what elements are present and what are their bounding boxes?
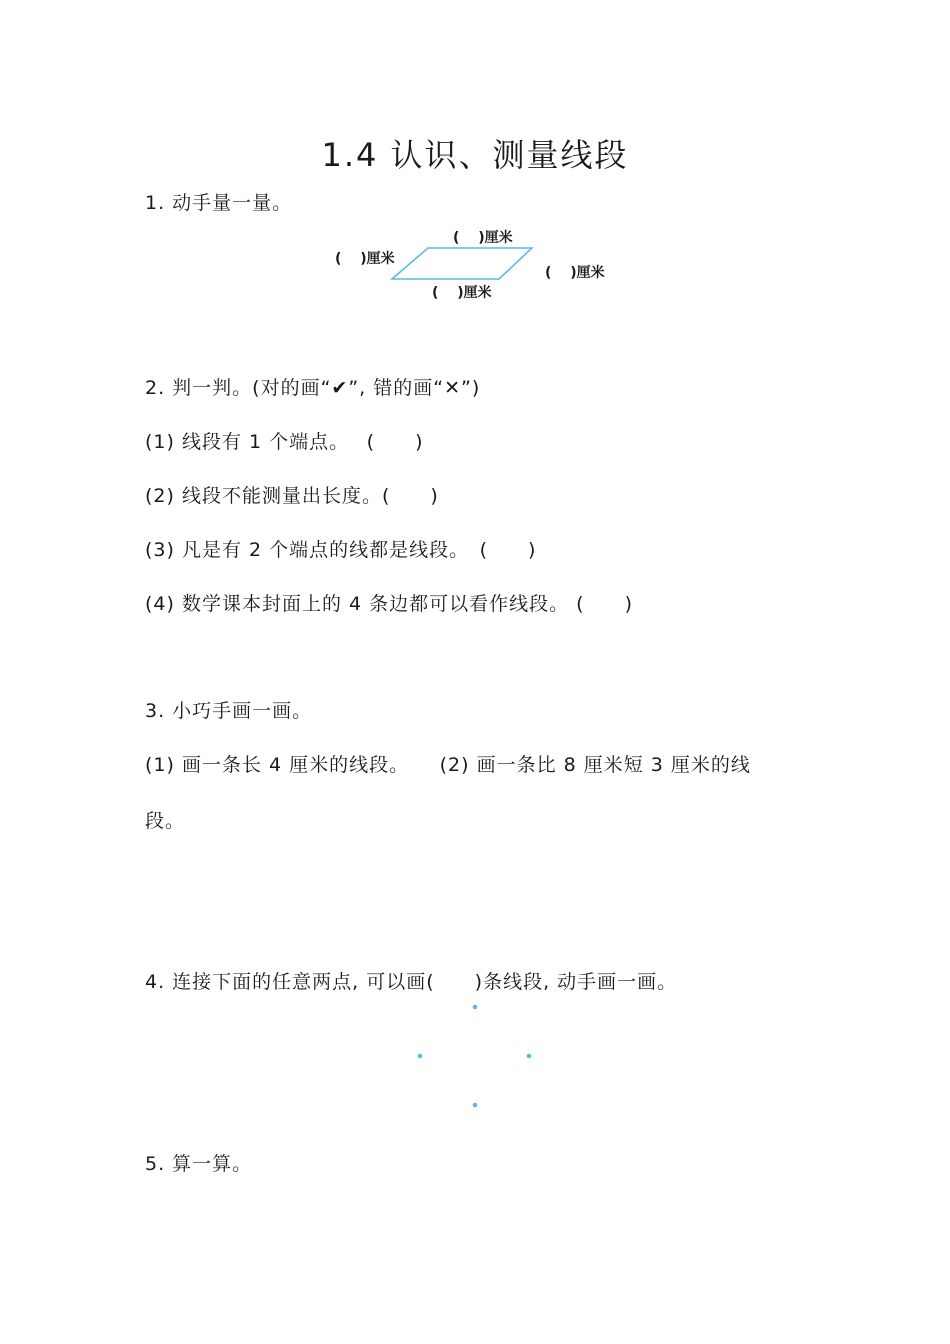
question-2-item: (4) 数学课本封面上的 4 条边都可以看作线段。 ( ) [145, 593, 633, 615]
label-right-side: ( )厘米 [545, 265, 605, 281]
question-3-heading: 3. 小巧手画一画。 [145, 700, 313, 722]
point-left [418, 1054, 423, 1059]
page-title: 1.4 认识、测量线段 [321, 136, 629, 174]
parallelogram-shape [392, 248, 532, 279]
question-4-heading: 4. 连接下面的任意两点, 可以画( )条线段, 动手画一画。 [145, 971, 678, 993]
point-right [527, 1054, 532, 1059]
label-left-side: ( )厘米 [335, 251, 395, 267]
question-2-heading: 2. 判一判。(对的画“✔”, 错的画“✕”) [145, 377, 481, 399]
label-bottom-side: ( )厘米 [432, 285, 492, 301]
point-bottom [473, 1103, 478, 1108]
question-2-item: (1) 线段有 1 个端点。 ( ) [145, 431, 424, 453]
question-2-item: (3) 凡是有 2 个端点的线都是线段。 ( ) [145, 539, 537, 561]
question-1-heading: 1. 动手量一量。 [145, 192, 293, 214]
point-top [473, 1005, 478, 1010]
question-2-item: (2) 线段不能测量出长度。( ) [145, 485, 439, 507]
question-3-line-1: (1) 画一条长 4 厘米的线段。 (2) 画一条比 8 厘米短 3 厘米的线 [145, 754, 751, 776]
label-top-side: ( )厘米 [453, 230, 513, 246]
question-5-heading: 5. 算一算。 [145, 1153, 253, 1175]
question-3-line-2: 段。 [145, 810, 186, 832]
